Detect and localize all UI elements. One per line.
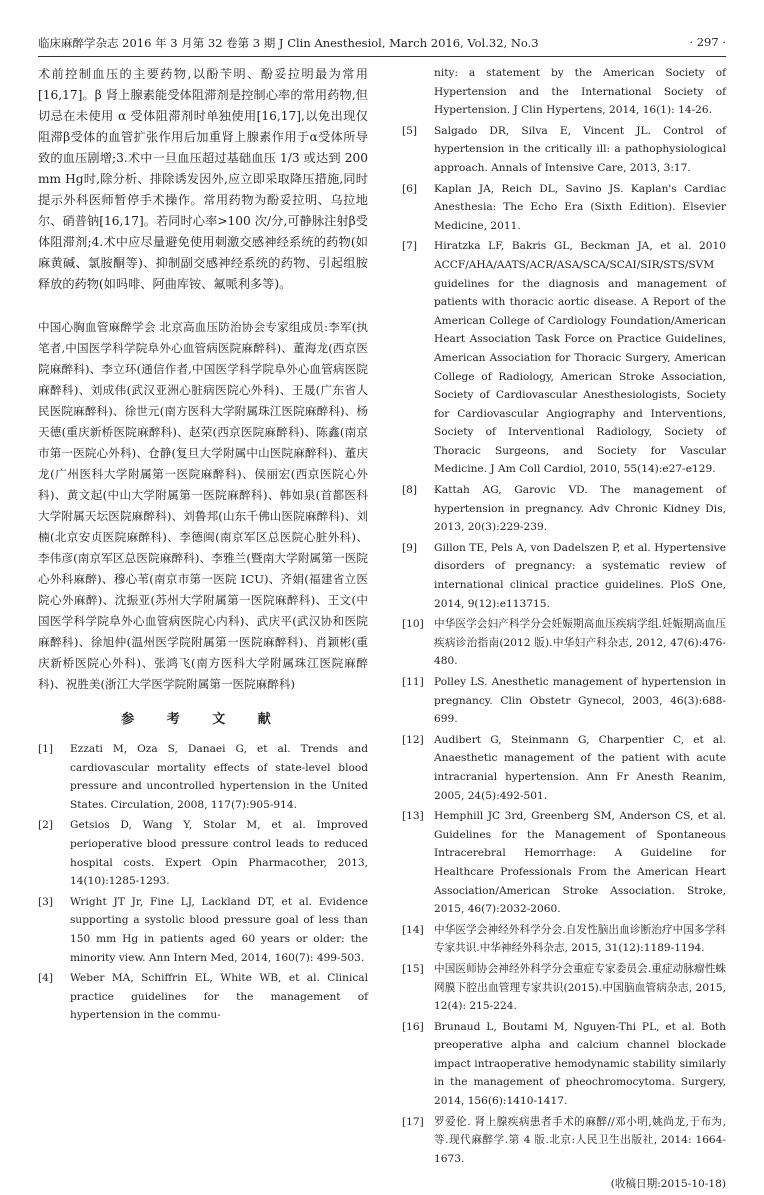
reference-item bbox=[402, 481, 726, 537]
reference-item bbox=[38, 740, 368, 814]
reference-number: [14] bbox=[402, 923, 424, 936]
references-heading: 参 考 文 献 bbox=[121, 712, 285, 727]
journal-citation: 临床麻醉学杂志 2016 年 3 月第 32 卷第 3 期 J Clin Anesthesiol, March 2016, Vol.32, No.3 bbox=[38, 36, 539, 50]
reference-item bbox=[402, 921, 726, 958]
reference-text: Polley LS. Anesthetic management of hypertension in pregnancy. Clin Obstetr Gynecol, 2003, 46(3):688-699. bbox=[434, 676, 726, 726]
reference-number: [17] bbox=[402, 1115, 424, 1128]
reference-text: 罗爱伦. 肾上腺疾病患者手术的麻醉//邓小明,姚尚龙,于布为,等.现代麻醉学.第 4 版.北京:人民卫生出版社, 2014: 1664-1673. bbox=[434, 1115, 726, 1165]
body-text: 术前控制血压的主要药物,以酚苄明、酚妥拉明最为常用[16,17]。β 肾上腺素能受体阻滞剂是控制心率的常用药物,但切忌在未使用 α 受体阻滞剂时单独使用[16,17],以免出现仅阻滞β受体的血管扩张作用后加重肾上腺素作用于α受体所导致的血压剧增;3.术中一旦血压超过基础血压 1/3 或达到 200 mm Hg时,除分析、排除诱发因外,应立即采取降压措施,同时提示外科医师暂停手术操作。常用药物为酚妥拉明、乌拉地尔、硝普钠[16,17]。若同时心率>100 次/分,可静脉注射β受体阻滞剂;4.术中应尽量避免使用刺激交感神经系统的药物(如麻黄碱、氯胺酮等)、抑制副交感神经系统的药物、引起组胺释放的药物(如吗啡、阿曲库铵、氟哌利多等)。 bbox=[38, 67, 368, 291]
reference-number: [6] bbox=[402, 182, 418, 195]
reference-text: 中国医师协会神经外科学分会重症专家委员会.重症动脉瘤性蛛网膜下腔出血管理专家共识(2015).中国脑血管病杂志, 2015, 12(4): 215-224. bbox=[434, 962, 726, 1013]
reference-item bbox=[402, 615, 726, 671]
right-column bbox=[402, 64, 726, 1195]
reference-number: [13] bbox=[402, 810, 424, 823]
reference-text: Hiratzka LF, Bakris GL, Beckman JA, et al. 2010 ACCF/AHA/AATS/ACR/ASA/SCA/SCAI/SIR/STS/SVM guidelines for the diagnosis and management of patients with thoracic aortic disease. A Report of the American College of Cardiology Foundation/American Heart Association Task Force on Practice Guidelines, American Association for Thoracic Surgery, American College of Radiology, American Stroke Association, Society of Cardiovascular Anesthesiologists, Society for Cardiovascular Angiography and Interventions, Society of Interventional Radiology, Society of Thoracic Surgeons, and Society for Vascular Medicine. J Am Coll Cardiol, 2010, 55(14):e27-e129. bbox=[434, 240, 726, 476]
reference-text: Ezzati M, Oza S, Danaei G, et al. Trends and cardiovascular mortality effects of state-level blood pressure and uncontrolled hypertension in the United States. Circulation, 2008, 117(7):905-914. bbox=[70, 743, 368, 811]
body-paragraph bbox=[38, 64, 368, 295]
reference-item bbox=[402, 180, 726, 236]
reference-item bbox=[402, 731, 726, 805]
references-list-left bbox=[38, 740, 368, 1025]
reference-number: [4] bbox=[38, 972, 54, 985]
reference-item bbox=[402, 673, 726, 729]
reference-number: [5] bbox=[402, 124, 418, 137]
reference-continuation bbox=[402, 64, 726, 120]
reference-number: [3] bbox=[38, 895, 54, 908]
reference-item bbox=[402, 539, 726, 613]
header-divider bbox=[38, 56, 726, 57]
page-number: · 297 · bbox=[689, 35, 726, 49]
reference-number: [10] bbox=[402, 618, 424, 631]
reference-number: [8] bbox=[402, 484, 418, 497]
reference-item bbox=[402, 960, 726, 1016]
left-column bbox=[38, 64, 368, 1027]
page-header bbox=[38, 35, 726, 53]
reference-text: Weber MA, Schiffrin EL, White WB, et al. Clinical practice guidelines for the management of hypertension in the commu- bbox=[70, 972, 368, 1022]
reference-text: Hemphill JC 3rd, Greenberg SM, Anderson CS, et al. Guidelines for the Management of Spontaneous Intracerebral Hemorrhage: A Guideline for Healthcare Professionals From the American Heart Association/American Stroke Association. Stroke, 2015, 46(7):2032-2060. bbox=[434, 810, 726, 916]
reference-text: nity: a statement by the American Society of Hypertension and the International Society of Hypertension. J Clin Hypertens, 2014, 16(1): 14-26. bbox=[434, 67, 726, 117]
reference-item bbox=[402, 1018, 726, 1111]
received-date: (收稿日期:2015-10-18) bbox=[610, 1178, 726, 1191]
reference-item bbox=[402, 237, 726, 479]
reference-item bbox=[402, 122, 726, 178]
reference-text: Wright JT Jr, Fine LJ, Lackland DT, et al. Evidence supporting a systolic blood pressure goal of less than 150 mm Hg in patients aged 60 years or older: the minority view. Ann Intern Med, 2014, 160(7): 499-503. bbox=[70, 895, 368, 964]
reference-text: 中华医学会妇产科学分会妊娠期高血压疾病学组.妊娠期高血压疾病诊治指南(2012 版).中华妇产科杂志, 2012, 47(6):476-480. bbox=[434, 618, 726, 668]
reference-item bbox=[402, 807, 726, 919]
reference-text: Kaplan JA, Reich DL, Savino JS. Kaplan's Cardiac Anesthesia: The Echo Era (Sixth Edition). Elsevier Medicine, 2011. bbox=[434, 182, 726, 232]
reference-text: Gillon TE, Pels A, von Dadelszen P, et al. Hypertensive disorders of pregnancy: a systematic review of international clinical practice guidelines. PloS One, 2014, 9(12):e113715. bbox=[434, 541, 726, 610]
reference-text: Brunaud L, Boutami M, Nguyen-Thi PL, et al. Both preoperative alpha and calcium channel blockade impact intraoperative hemodynamic stability similarly in the management of pheochromocytoma. Surgery, 2014, 156(6):1410-1417. bbox=[434, 1020, 726, 1108]
reference-item bbox=[38, 969, 368, 1025]
reference-item bbox=[38, 893, 368, 967]
reference-number: [15] bbox=[402, 962, 424, 975]
reference-text: Salgado DR, Silva E, Vincent JL. Control of hypertension in the critically ill: a pathophysiological approach. Annals of Intensive Care, 2013, 3:17. bbox=[434, 124, 726, 174]
reference-text: 中华医学会神经外科学分会.自发性脑出血诊断治疗中国多学科专家共识.中华神经外科杂志, 2015, 31(12):1189-1194. bbox=[434, 923, 726, 955]
reference-number: [11] bbox=[402, 676, 424, 688]
references-list-right bbox=[402, 122, 726, 1169]
reference-number: [9] bbox=[402, 541, 418, 554]
reference-text: Getsios D, Wang Y, Stolar M, et al. Improved perioperative blood pressure control leads to reduced hospital costs. Expert Opin Pharmacother, 2013, 14(10):1285-1293. bbox=[70, 819, 368, 888]
reference-number: [12] bbox=[402, 733, 424, 746]
reference-text: Audibert G, Steinmann G, Charpentier C, et al. Anaesthetic management of the patient with acute intracranial hypertension. Ann Fr Anesth Reanim, 2005, 24(5):492-501. bbox=[434, 733, 726, 802]
reference-text: Kattah AG, Garovic VD. The management of hypertension in pregnancy. Adv Chronic Kidney Dis, 2013, 20(3):229-239. bbox=[434, 484, 726, 534]
reference-number: [1] bbox=[38, 743, 54, 755]
reference-item bbox=[38, 816, 368, 890]
reference-number: [2] bbox=[38, 819, 54, 832]
committee-text: 中国心胸血管麻醉学会 北京高血压防治协会专家组成员:李军(执笔者,中国医学科学院阜外心血管病医院麻醉科)、董海龙(西京医院麻醉科)、李立环(通信作者,中国医学科学院阜外心血管病医院麻醉科)、刘成伟(武汉亚洲心脏病医院心外科)、王晟(广东省人民医院麻醉科)、徐世元(南方医科大学附属珠江医院麻醉科)、杨天德(重庆新桥医院麻醉科)、赵荣(西京医院麻醉科)、陈鑫(南京市第一医院心外科)、仓静(复旦大学附属中山医院麻醉科)、董庆龙(广州医科大学附属第一医院麻醉科)、侯丽宏(西京医院心外科)、黄文起(中山大学附属第一医院麻醉科)、韩如泉(首都医科大学附属天坛医院麻醉科)、刘鲁邦(山东千佛山医院麻醉科)、刘楠(北京安贞医院麻醉科)、李德闽(南京军区总医院心脏外科)、李伟彦(南京军区总医院麻醉科)、李雅兰(暨南大学附属第一医院心外科麻醉)、穆心苇(南京市第一医院 ICU)、齐娟(福建省立医院心外麻醉)、沈振亚(苏州大学附属第一医院麻醉科)、王文(中国医学科学院阜外心血管病医院心内科)、武庆平(武汉协和医院麻醉科)、徐旭仲(温州医学院附属第一医院麻醉科)、肖颖彬(重庆新桥医院心外科)、张鸿飞(南方医科大学附属珠江医院麻醉科)、祝胜美(浙江大学医学院附属第一医院麻醉科) bbox=[38, 320, 368, 691]
expert-committee bbox=[38, 317, 368, 695]
reference-number: [7] bbox=[402, 240, 418, 253]
reference-item bbox=[402, 1113, 726, 1169]
reference-number: [16] bbox=[402, 1020, 424, 1033]
